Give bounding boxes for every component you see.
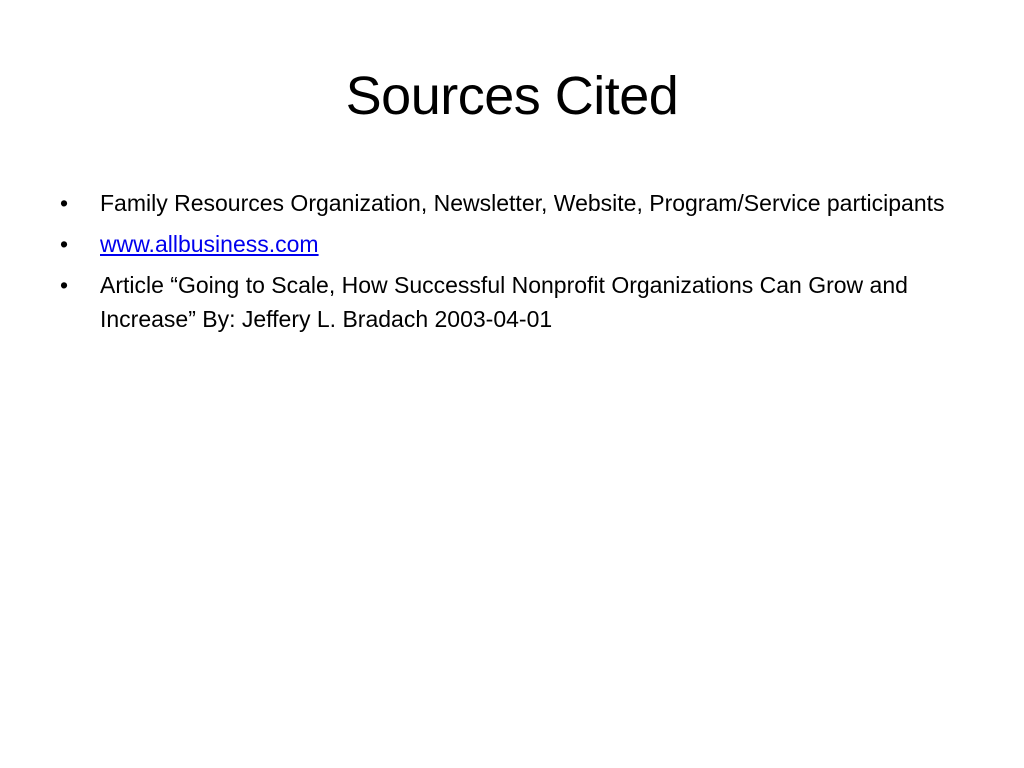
list-item bbox=[60, 227, 960, 261]
bullet-icon: • bbox=[60, 231, 69, 257]
source-link[interactable]: www.allbusiness.com bbox=[100, 231, 319, 257]
sources-list bbox=[60, 186, 960, 343]
slide-title: Sources Cited bbox=[345, 66, 679, 126]
list-item bbox=[60, 186, 960, 220]
list-item bbox=[60, 268, 960, 336]
bullet-icon: • bbox=[60, 190, 69, 216]
bullet-icon: • bbox=[60, 272, 69, 298]
source-text: Article “Going to Scale, How Successful Nonprofit Organizations Can Grow and Increase” By: Jeffery L. Bradach 2003-04-01 bbox=[100, 272, 908, 332]
source-text: Family Resources Organization, Newsletter, Website, Program/Service participants bbox=[100, 190, 945, 216]
